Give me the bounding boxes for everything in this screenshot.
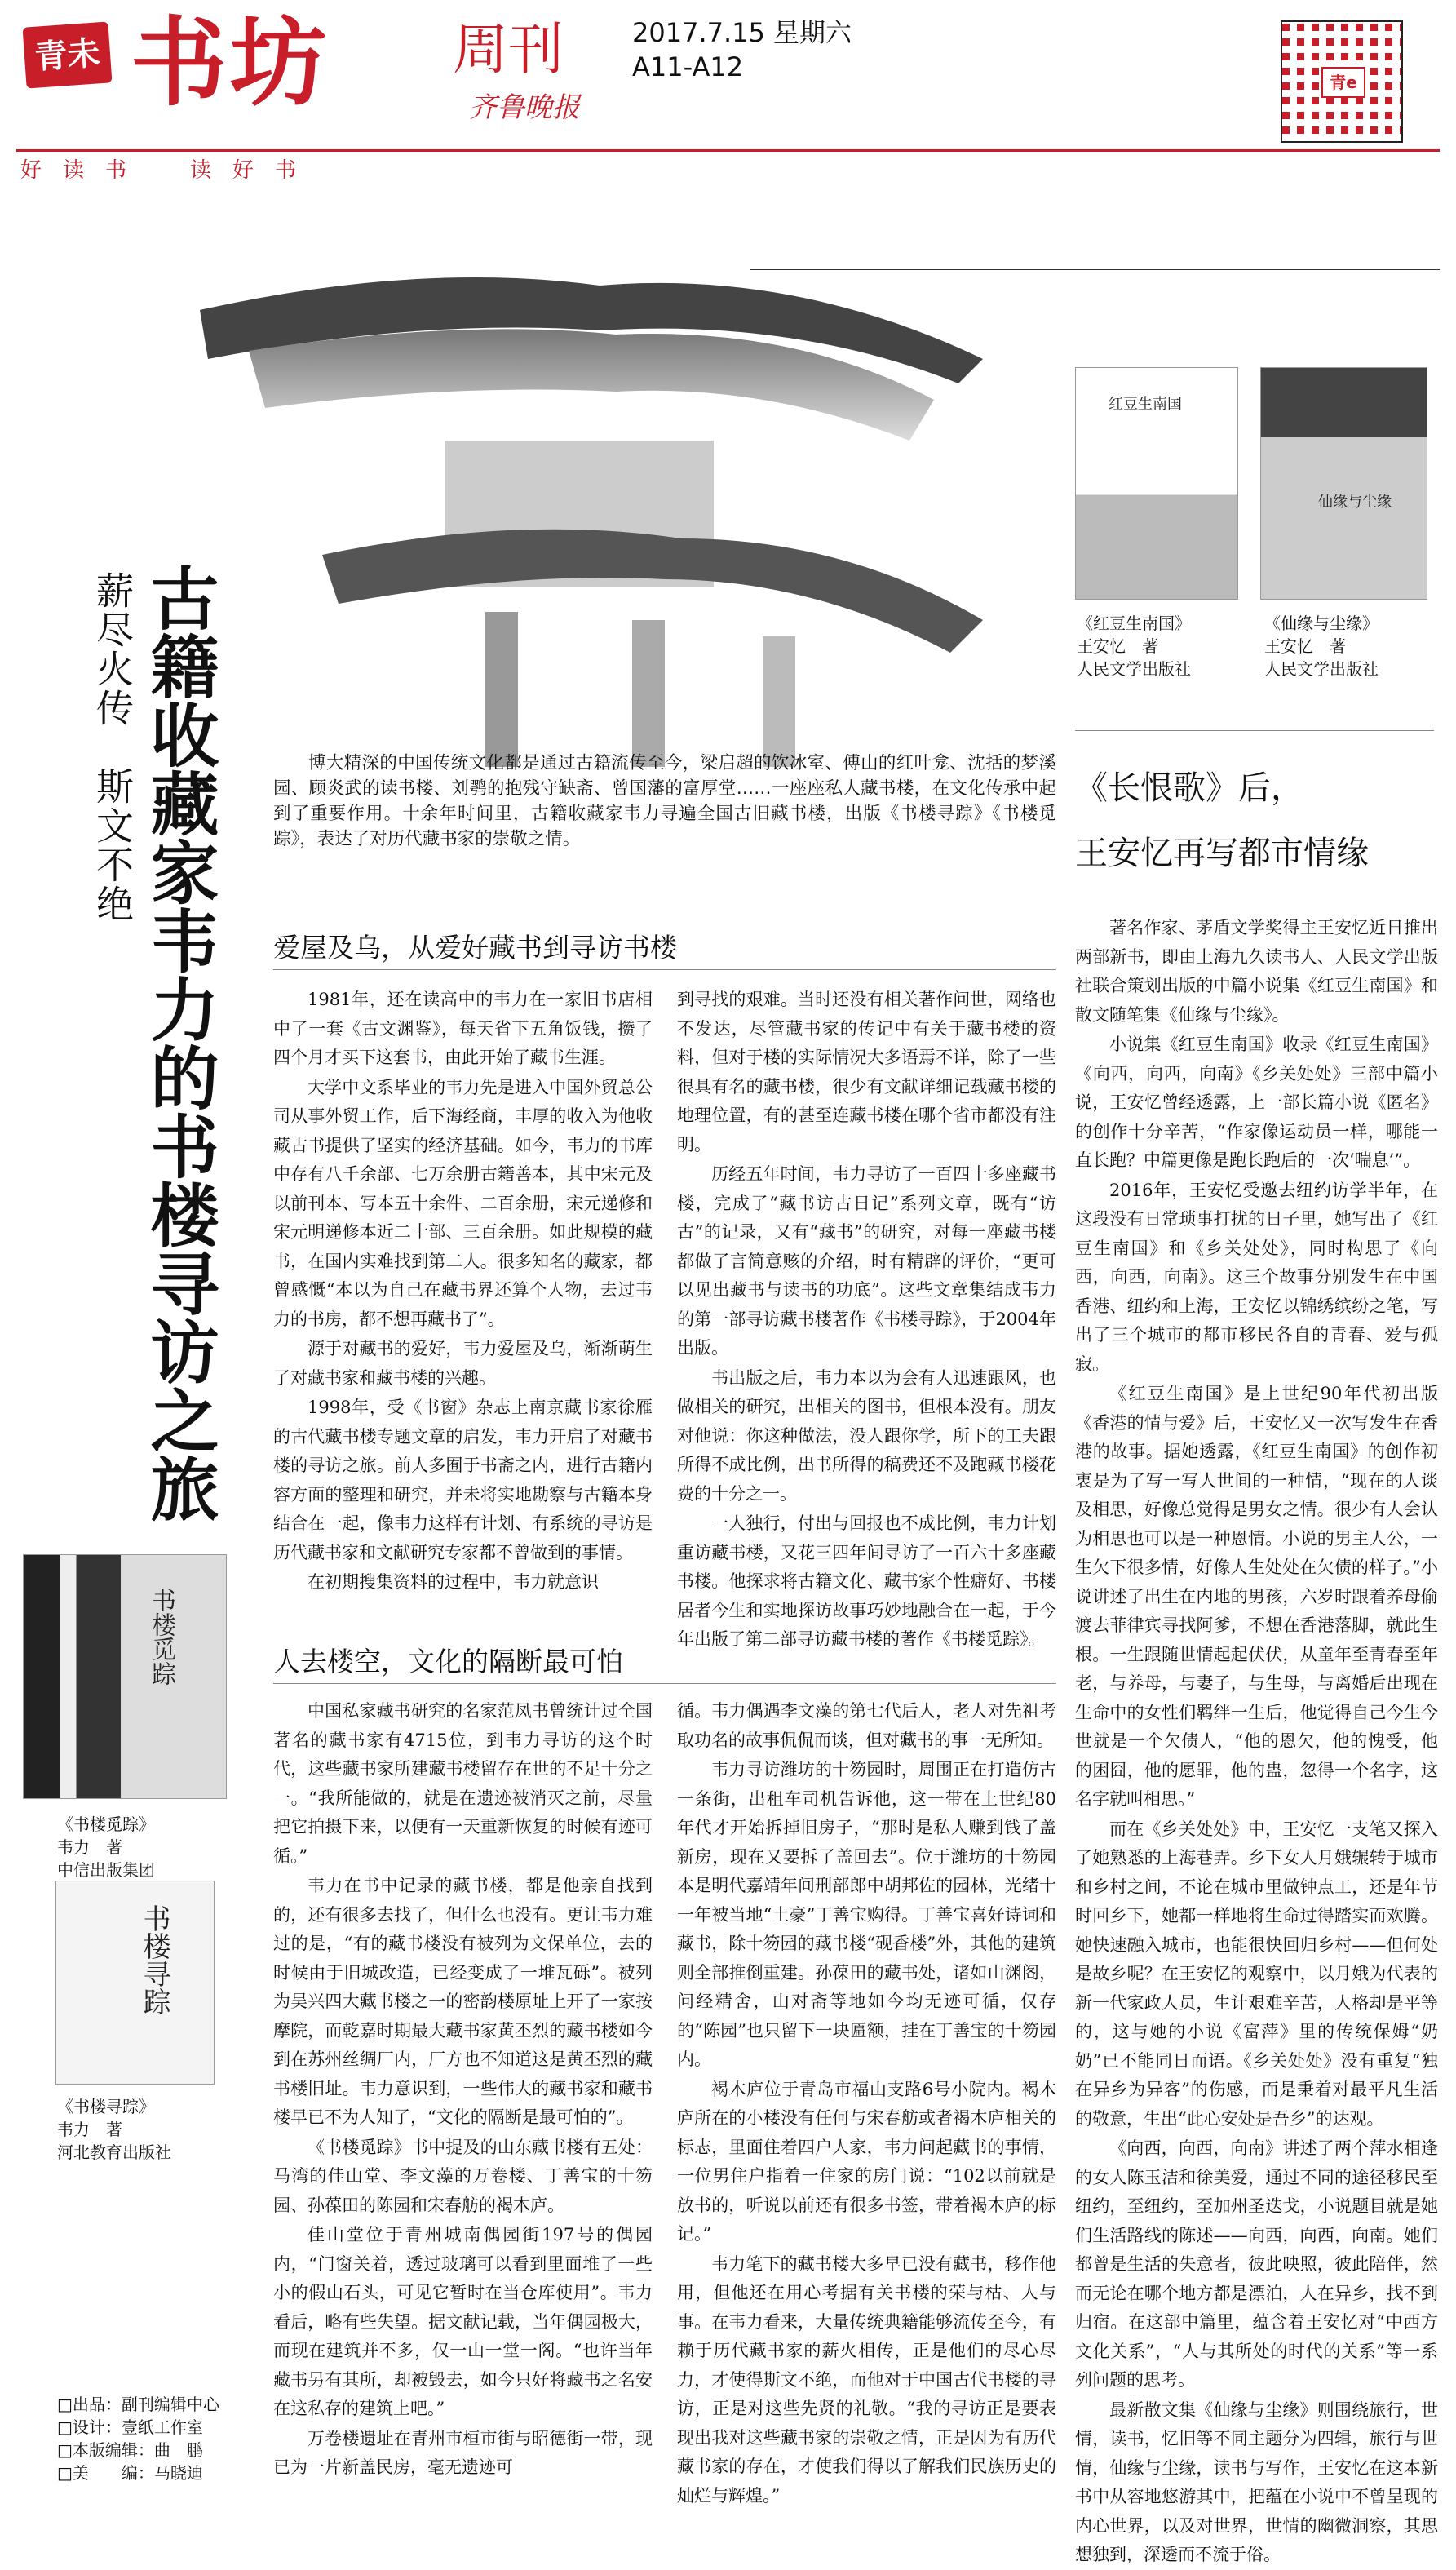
qr-code (1281, 20, 1403, 143)
paragraph: 1998年，受《书窗》杂志上南京藏书家徐雁的古代藏书楼专题文章的启发，韦力开启了对藏书楼的寻访之旅。前人多囿于书斋之内，进行古籍内容方面的整理和研究，并未将实地勘察与古籍本身结合在一起，像韦力这样有计划、有系统的寻访是历代藏书家和文献研究专家都不曾做到的事情。 (273, 1398, 653, 1562)
section2-col-left (273, 1697, 653, 2488)
paragraph: 韦力笔下的藏书楼大多早已没有藏书，移作他用，但他还在用心考据有关书楼的荣与枯、人与事。在韦力看来，大量传统典籍能够流传至今，有赖于历代藏书家的薪火相传，正是他们的尽心尽力，才使得斯文不绝，而他对于中国古代书楼的寻访，正是对这些先贤的礼敬。“我的寻访正是要表现出我对这些藏书家的崇敬之情，正是因为有历代藏书家的存在，才使我们得以了解我们民族历史的灿烂与辉煌。” (677, 2253, 1056, 2506)
paragraph: 韦力在书中记录的藏书楼，都是他亲自找到的，还有很多去找了，但什么也没有。更让韦力难过的是，“有的藏书楼没有被列为文保单位，去的时候由于旧城改造，已经变成了一堆瓦砾”。被列为吴兴四大藏书楼之一的密韵楼原址上开了一家按摩院，而乾嘉时期最大藏书家黄丕烈的藏书楼如今到在苏州丝绸厂内，厂方也不知道这是黄丕烈的藏书楼旧址。韦力意识到，一些伟大的藏书家和藏书楼早已不为人知了，“文化的隔断是最可怕的”。 (273, 1876, 653, 2127)
credit-line: □设计：壹纸工作室 (57, 2417, 203, 2437)
section1-heading: 爱屋及乌，从爱好藏书到寻访书楼 (273, 932, 677, 964)
book-cover-title: 书楼寻踪 (138, 1904, 170, 2015)
slogan: 好 读 书 读 好 书 (20, 158, 297, 183)
masthead-title: 书坊 (131, 7, 330, 119)
book-title: 《红豆生南国》 (1077, 614, 1191, 633)
paragraph: 2016年，王安忆受邀去纽约访学半年，在这段没有日常琐事打扰的日子里，她写出了《红豆生南国》和《乡关处处》，同时构思了《向西，向西，向南》。这三个故事分别发生在中国香港、纽约和上海，王安忆以锦绣缤纷之笔，写出了三个城市的都市移民各自的青春、爱与孤寂。 (1075, 1180, 1438, 1374)
book-publisher: 人民文学出版社 (1077, 659, 1191, 679)
paragraph: 中国私家藏书研究的名家范凤书曾统计过全国著名的藏书家有4715位，到韦力寻访的这个时代，这些藏书家所建藏书楼留存在世的不足十分之一。“我所能做的，就是在遗迹被消灭之前，尽量把它拍摄下来，以便有一天重新恢复的时候有迹可循。” (273, 1701, 653, 1866)
book-title: 《书楼寻踪》 (57, 2097, 155, 2116)
credit-line: □本版编辑：曲 鹏 (57, 2440, 203, 2460)
paper-name: 齐鲁晚报 (469, 91, 580, 124)
book-cover-shulou-xunzong (55, 1881, 215, 2085)
section1-rule (273, 969, 1056, 970)
paragraph: 《向西，向西，向南》讲述了两个萍水相逢的女人陈玉洁和徐美爱，通过不同的途径移民至纽约，至纽约，至加州圣迭戈，小说题目就是她们生活路线的陈述——向西，向西，向南。她们都曾是生活的失意者，彼此映照，彼此陪伴，然而无论在哪个地方都是漂泊，人在异乡，找不到归宿。在这部中篇里，蕴含着王安忆对“中西方文化关系”，“人与其所处的时代的关系”等一系列问题的思考。 (1075, 2138, 1438, 2390)
section2-heading: 人去楼空，文化的隔断最可怕 (273, 1646, 623, 1677)
book-cover-title: 仙缘与尘缘 (1318, 494, 1392, 511)
book-cover-shulou-mizong (23, 1554, 227, 1799)
paragraph: 在初期搜集资料的过程中，韦力就意识 (308, 1572, 599, 1592)
date-line: 2017.7.15 星期六 (632, 17, 852, 48)
masthead-rule (16, 149, 1440, 152)
book-cover-title: 书楼觅踪 (147, 1588, 175, 1686)
book-cover-hongdou (1075, 367, 1238, 600)
page-numbers: A11-A12 (632, 51, 744, 82)
feature-title: 古籍收藏家韦力的书楼寻访之旅 (139, 563, 219, 1522)
masthead-subtitle: 周刊 (453, 18, 564, 82)
credit-line: □美 编：马晓迪 (57, 2463, 203, 2483)
book-publisher: 河北教育出版社 (57, 2142, 171, 2162)
book-caption-hongdou (1077, 612, 1191, 680)
paragraph: 大学中文系毕业的韦力先是进入中国外贸总公司从事外贸工作，后下海经商，丰厚的收入为他收藏古书提供了坚实的经济基础。如今，韦力的书库中存有八千余部、七万余册古籍善本，其中宋元及以前刊本、写本五十余件、二百余册，宋元递修和宋元明递修本近二十部、三百余册。如此规模的藏书，在国内实难找到第二人。很多知名的藏家，都曾感慨“本以为自己在藏书界还算个人物，去过韦力的书房，都不想再藏书了”。 (273, 1077, 653, 1329)
paragraph: 小说集《红豆生南国》收录《红豆生南国》《向西，向西，向南》《乡关处处》三部中篇小说，王安忆曾经透露，上一部长篇小说《匿名》的创作十分辛苦，“作家像运动员一样，哪能一直长跑？中篇更像是跑长跑后的一次‘喘息’”。 (1075, 1035, 1438, 1170)
book-title: 《书楼觅踪》 (57, 1815, 155, 1834)
section1-col-right (677, 986, 1056, 1649)
illustration-rule (750, 269, 1440, 270)
book-caption-shulou-xunzong (57, 2095, 171, 2164)
side-top-rule (1075, 730, 1434, 731)
paragraph: 1981年，还在读高中的韦力在一家旧书店相中了一套《古文渊鉴》，每天省下五角饭钱，攒了四个月才买下这套书，由此开始了藏书生涯。 (273, 990, 653, 1067)
paragraph: 万卷楼遗址在青州市桓市街与昭德街一带，现已为一片新盖民房，毫无遗迹可 (273, 2428, 653, 2477)
paragraph: 《红豆生南国》是上世纪90年代初出版《香港的情与爱》后，王安忆又一次写发生在香港的故事。据她透露，《红豆生南国》的创作初衷是为了写一写人世间的一种情，“现在的人谈及相思，好像总觉得是男女之情。很少有人会认为相思也可以是一种恩情。小说的男主人公，一生欠下很多情，好像人生处处在欠债的样子。”小说讲述了出生在内地的男孩，六岁时跟着养母偷渡去菲律宾寻找阿爹，不想在香港落脚，就此生根。一生跟随世情起起伏伏，从童年至青春至年老，与养母，与妻子，与生母，与离婚后出现在生命中的女性们羁绊一生后，他觉得自己今生今世就是一个欠债人，“他的恩欠，他的愧受，他的困囧，他的愿罪，他的蛊，忽得一个名字，这名字就叫相思。” (1075, 1384, 1438, 1809)
logo: 青未了 (23, 21, 113, 88)
book-caption-xianyuan (1264, 612, 1379, 680)
paragraph: 佳山堂位于青州城南偶园街197号的偶园内，“门窗关着，透过玻璃可以看到里面堆了一些小的假山石头，可见它暂时在当仓库使用”。韦力看后，略有些失望。据文献记载，当年偶园极大，而现在建筑并不多，仅一山一堂一阁。“也许当年藏书另有其所，却被毁去，如今只好将藏书之名安在这私存的建筑上吧。” (273, 2225, 653, 2418)
book-author: 韦力 著 (57, 1837, 122, 1857)
paragraph: 著名作家、茅盾文学奖得主王安忆近日推出两部新书，即由上海九久读书人、人民文学出版社联合策划出版的中篇小说集《红豆生南国》和散文随笔集《仙缘与尘缘》。 (1075, 918, 1438, 1025)
paragraph: 最新散文集《仙缘与尘缘》则围绕旅行，世情，读书，忆旧等不同主题分为四辑，旅行与世情，仙缘与尘缘，读书与写作，王安忆在这本新书中从容地悠游其中，把蕴在小说中不曾呈现的内心世界，以及对世界，世情的幽微洞察，其思想独到，深透而不流于俗。 (1075, 2399, 1438, 2564)
book-caption-shulou-mizong (57, 1813, 155, 1881)
paragraph: 历经五年时间，韦力寻访了一百四十多座藏书楼，完成了“藏书访古日记”系列文章，既有“访古”的记录，又有“藏书”的研究，对每一座藏书楼都做了言简意赅的介绍，时有精辟的评价，“更可以见出藏书与读书的功底”。这些文章集结成韦力的第一部寻访藏书楼著作《书楼寻踪》，于2004年出版。 (677, 1164, 1056, 1358)
side-article-title-2: 王安忆再写都市情缘 (1075, 835, 1369, 872)
credit-line: □出品：副刊编辑中心 (57, 2395, 219, 2414)
book-publisher: 中信出版集团 (57, 1860, 155, 1880)
side-article-title-1: 《长恨歌》后， (1075, 769, 1303, 807)
paragraph: 韦力寻访潍坊的十笏园时，周围正在打造仿古一条街，出租车司机告诉他，这一带在上世纪80年代才开始拆掉旧房子，“那时是私人赚到钱了盖新房，现在又要拆了盖回去”。位于潍坊的十笏园本是明代嘉靖年间刑部郎中胡邦佐的园林，光绪十一年被当地“土豪”丁善宝购得。丁善宝喜好诗词和藏书，除十笏园的藏书楼“砚香楼”外，其他的建筑则全部推倒重建。孙葆田的藏书处，诸如山渊阁，问经精舍，山对斋等地如今均无迹可循，仅存的“陈园”也只留下一块匾额，挂在丁善宝的十笏园内。 (677, 1760, 1056, 2069)
section2-rule (273, 1683, 1056, 1684)
side-article-body (1075, 914, 1438, 2564)
paragraph: 源于对藏书的爱好，韦力爱屋及乌，渐渐萌生了对藏书家和藏书楼的兴趣。 (273, 1339, 653, 1388)
paragraph: 循。韦力偶遇李文藻的第七代后人，老人对先祖考取功名的故事侃侃而谈，但对藏书的事一无所知。 (677, 1701, 1056, 1750)
feature-kicker: 薪尽火传 斯文不绝 (91, 571, 135, 924)
book-author: 王安忆 著 (1264, 636, 1346, 656)
credits (57, 2393, 219, 2484)
book-title: 《仙缘与尘缘》 (1264, 614, 1379, 633)
book-cover-xianyuan (1260, 367, 1427, 600)
book-cover-title: 红豆生南国 (1109, 396, 1182, 413)
paragraph: 书出版之后，韦力本以为会有人迅速跟风，也做相关的研究，出相关的图书，但根本没有。朋友对他说：你这种做法，没人跟你学，所下的工夫跟所得不成比例，出书所得的稿费还不及跑藏书楼花费的十分之一。 (677, 1367, 1056, 1504)
feature-lead: 博大精深的中国传统文化都是通过古籍流传至今，梁启超的饮冰室、傅山的红叶龛、沈括的梦溪园、顾炎武的读书楼、刘鹗的抱残守缺斋、曾国藩的富厚堂……一座座私人藏书楼，在文化传承中起到了重要作用。十余年时间里，古籍收藏家韦力寻遍全国古旧藏书楼，出版《书楼寻踪》《书楼觅踪》，表达了对历代藏书家的崇敬之情。 (273, 753, 1056, 849)
section2-col-right (677, 1697, 1056, 2506)
section1-col-left (273, 986, 653, 1592)
paragraph: 褐木庐位于青岛市福山支路6号小院内。褐木庐所在的小楼没有任何与宋春舫或者褐木庐相关的标志，里面住着四户人家，韦力问起藏书的事情，一位男住户指着一住家的房门说：“102以前就是放书的，听说以前还有很多书签，带着褐木庐的标记。” (677, 2079, 1056, 2244)
paragraph: 《书楼觅踪》书中提及的山东藏书楼有五处：马湾的佳山堂、李文藻的万卷楼、丁善宝的十笏园、孙葆田的陈园和宋春舫的褐木庐。 (273, 2137, 653, 2215)
paragraph: 一人独行，付出与回报也不成比例，韦力计划重访藏书楼，又花三四年间寻访了一百六十多座藏书楼。他探求将古籍文化、藏书家个性癖好、书楼居者今生和实地探访故事巧妙地融合在一起，于今年出版了第二部寻访藏书楼的著作《书楼觅踪》。 (677, 1513, 1056, 1649)
paragraph: 到寻找的艰难。当时还没有相关著作问世，网络也不发达，尽管藏书家的传记中有关于藏书楼的资料，但对于楼的实际情况大多语焉不详，除了一些很具有名的藏书楼，很少有文献详细记载藏书楼的地理位置，有的甚至连藏书楼在哪个省市都没有注明。 (677, 990, 1056, 1154)
pavilion-illustration (175, 196, 1003, 767)
book-publisher: 人民文学出版社 (1264, 659, 1379, 679)
paragraph: 而在《乡关处处》中，王安忆一支笔又探入了她熟悉的上海巷弄。乡下女人月娥辗转于城市和乡村之间，不论在城市里做钟点工，还是年节时回乡下，她都一样地将生命过得踏实而欢腾。她快速融入城市，也能很快回归乡村——但何处是故乡呢？在王安忆的观察中，以月娥为代表的新一代家政人员，生计艰难辛苦，人格却是平等的，这与她的小说《富萍》里的传统保姆“奶奶”已不能同日而语。《乡关处处》没有重复“独在异乡为异客”的伤感，而是秉着对最平凡生活的敬意，生出“此心安处是吾乡”的达观。 (1075, 1819, 1438, 2129)
book-author: 王安忆 著 (1077, 636, 1158, 656)
book-author: 韦力 著 (57, 2120, 122, 2139)
masthead (0, 0, 1456, 183)
qr-label: 青e (1321, 67, 1365, 98)
